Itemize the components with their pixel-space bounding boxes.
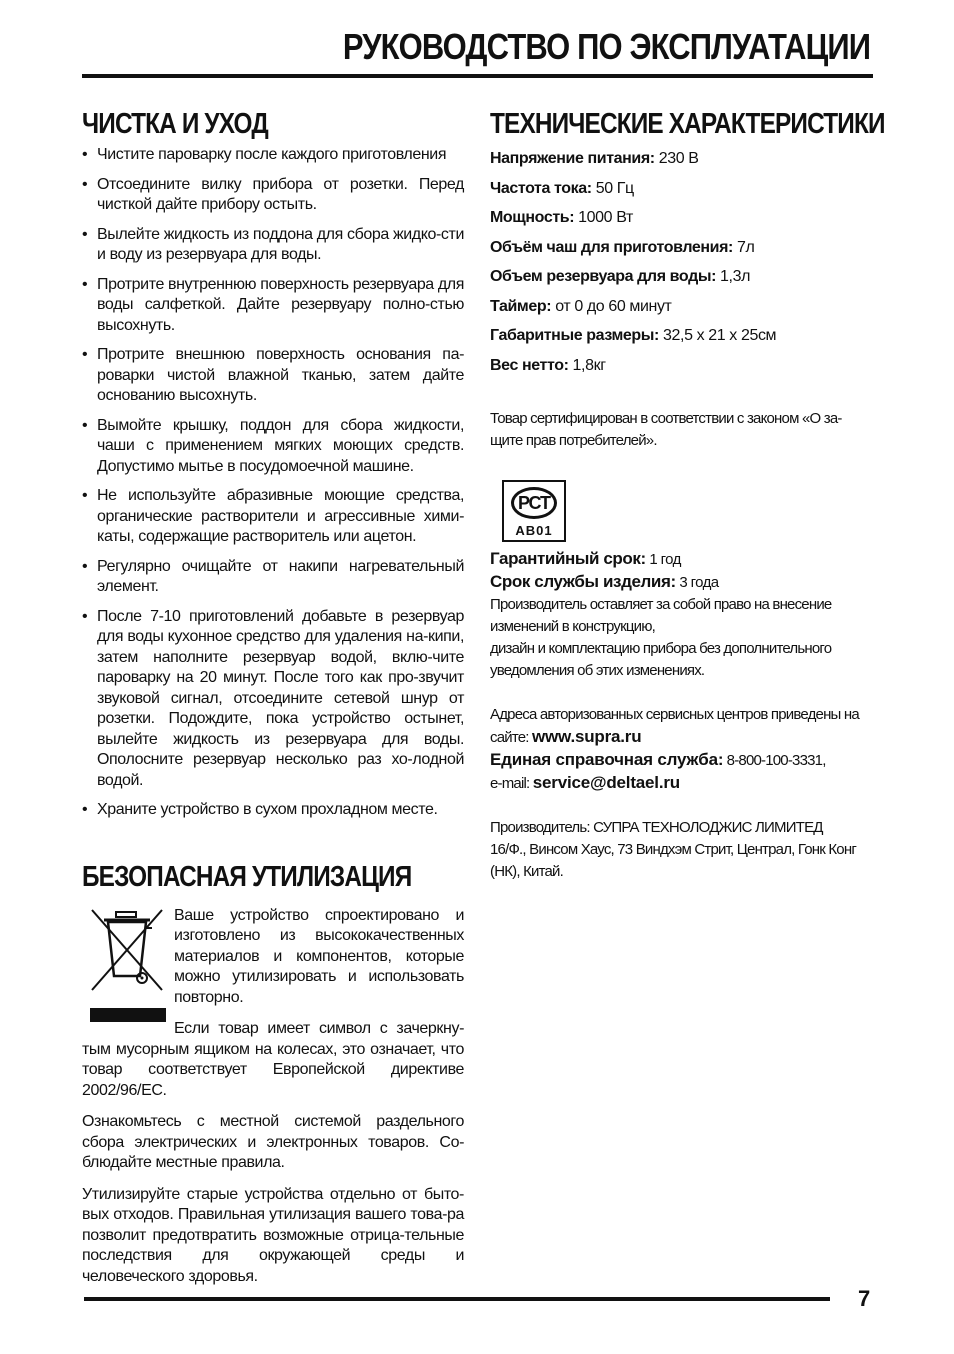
list-item: • Храните устройство в сухом прохладном месте. xyxy=(82,800,464,821)
spec-label: Габаритные размеры: xyxy=(490,327,659,344)
header-rule xyxy=(82,74,873,78)
service-life xyxy=(490,571,874,594)
spec-label: Мощность: xyxy=(490,209,575,226)
service-centers xyxy=(490,704,874,749)
list-item: • Вылейте жидкость из поддона для сбора жидко-сти и воду из резервуара для воды. xyxy=(82,225,464,266)
spec-row xyxy=(490,356,874,376)
specs-title: ТЕХНИЧЕСКИЕ ХАРАКТЕРИСТИКИ xyxy=(490,108,885,140)
disposal-paragraph: Утилизируйте старые устройства отдельно от быто-вых отходов. Правильная утилизация вашего това-ра позволит предотвратить возможные отрица-тельные последствия для окружающей среды и человеческого здоровья. xyxy=(82,1185,464,1285)
spec-label: Таймер: xyxy=(490,297,552,315)
spec-row xyxy=(490,267,874,287)
service-site-link[interactable]: www.supra.ru xyxy=(532,726,642,746)
spec-value: 50 Гц xyxy=(591,179,634,197)
spec-row xyxy=(490,208,874,228)
list-item: • Не используйте абразивные моющие средства, органические растворители и агрессивные хими-каты, содержащие растворитель или ацетон. xyxy=(82,486,464,548)
list-item: • После 7-10 приготовлений добавьте в резервуар для воды кухонное средство для удаления на-кипи, затем наполните резервуар водой, вклю-чите пароварку на 20 минут. После того как про-звучит звуковой сигнал, отсоедините сетевой шнур от розетки. Подождите, пока устройство остынет, вылейте жидкость из резервуара для воды. Ополосните резервуар несколько раз хо-лодной водой. xyxy=(82,607,464,792)
disposal-paragraph: Если товар имеет символ с зачеркну-тым мусорным ящиком на колесах, это означает, что товар соответствует Европейской директиве 2002/96/EC. xyxy=(82,1020,464,1099)
spec-value: 32,5 х 21 х 25см xyxy=(658,327,777,344)
crossed-out-wheelie-bin-icon xyxy=(86,906,168,1024)
page-number: 7 xyxy=(858,1286,871,1311)
list-item: • Протрите внутреннюю поверхность резервуара для воды салфеткой. Дайте резервуару полно-стью высохнуть. xyxy=(82,275,464,337)
disposal-paragraph: Ознакомьтесь с местной системой раздельного сбора электрических и электронных товаров. Со-блюдайте местные правила. xyxy=(82,1113,464,1171)
warranty-period-value: 1 год xyxy=(645,550,681,568)
list-item: • Вымойте крышку, поддон для сбора жидкости, чаши с применением мягких моющих средств. Допустимо мытье в посудомоечной машине. xyxy=(82,416,464,478)
disposal-block xyxy=(82,906,464,1288)
list-item: • Протрите внешнюю поверхность основания па-роварки чистой влажной тканью, затем дайте основанию высохнуть. xyxy=(82,345,464,407)
spec-row xyxy=(490,238,874,258)
service-life-value: 3 года xyxy=(675,573,719,591)
spec-row xyxy=(490,179,874,199)
service-centers-text: Адреса авторизованных сервисных центров приведены на сайте: xyxy=(490,705,859,746)
spec-value: от 0 до 60 минут xyxy=(551,297,672,315)
certification-code: АВ01 xyxy=(515,522,553,538)
certification-mark xyxy=(502,480,566,542)
list-item: • Чистите пароварку после каждого приготовления xyxy=(82,145,464,166)
email-line xyxy=(490,772,874,795)
spec-value: 1,3л xyxy=(716,268,751,285)
certification-text: Товар сертифицирован в соответствии с законом «О за-щите прав потребителей». xyxy=(490,409,842,449)
email-link[interactable]: service@deltael.ru xyxy=(532,772,680,792)
spec-row xyxy=(490,326,874,346)
spec-row xyxy=(490,297,874,317)
warranty-period-label: Гарантийный срок: xyxy=(490,548,646,568)
hotline-number: 8-800-100-3331, xyxy=(723,751,826,769)
spec-label: Частота тока: xyxy=(490,179,592,197)
spec-label: Вес нетто: xyxy=(490,356,569,374)
spec-row xyxy=(490,149,874,169)
spec-label: Объем резервуара для воды: xyxy=(490,268,717,285)
email-label: e-mail: xyxy=(490,774,533,792)
list-item: • Отсоедините вилку прибора от розетки. Перед чисткой дайте прибору остыть. xyxy=(82,175,464,216)
warranty-block xyxy=(490,548,874,682)
manufacturer-name: Производитель: СУПРА ТЕХНОЛОДЖИС ЛИМИТЕД xyxy=(490,818,823,836)
spec-value: 1,8кг xyxy=(568,356,606,374)
list-item: • Регулярно очищайте от накипи нагревательный элемент. xyxy=(82,557,464,598)
hotline-label: Единая справочная служба: xyxy=(490,749,724,769)
certification-logo-icon: РСТ xyxy=(511,487,557,519)
disposal-title: БЕЗОПАСНАЯ УТИЛИЗАЦИЯ xyxy=(82,860,412,893)
warranty-note: Производитель оставляет за собой право на внесение изменений в конструкцию, xyxy=(490,595,832,635)
right-column xyxy=(490,108,885,883)
service-block xyxy=(490,704,874,795)
hotline xyxy=(490,749,874,772)
spec-label: Объём чаш для приготовления: xyxy=(490,238,733,256)
spec-value: 7л xyxy=(732,238,755,256)
spec-value: 1000 Вт xyxy=(574,209,633,226)
page-header-title: РУКОВОДСТВО ПО ЭКСПЛУАТАЦИИ xyxy=(342,26,870,67)
cleaning-list xyxy=(82,145,464,821)
spec-label: Напряжение питания: xyxy=(490,150,655,167)
disposal-paragraph: Ваше устройство спроектировано и изготовлено из высококачественных материалов и компонентов, которые можно утилизировать и использовать повторно. xyxy=(174,906,464,1006)
warranty-note: дизайн и комплектацию прибора без дополнительного уведомления об этих изменениях. xyxy=(490,639,832,679)
spec-value: 230 В xyxy=(654,150,699,167)
footer-rule xyxy=(84,1297,830,1301)
left-column xyxy=(82,108,464,1298)
manufacturer-address: 16/Ф., Винсом Хаус, 73 Виндхэм Стрит, Централ, Гонк Конг (НК), Китай. xyxy=(490,840,857,880)
specs-list xyxy=(490,149,874,376)
manufacturer-block xyxy=(490,817,874,883)
cleaning-title: ЧИСТКА И УХОД xyxy=(82,108,268,140)
warranty-period xyxy=(490,548,874,571)
service-life-label: Срок службы изделия: xyxy=(490,571,676,591)
